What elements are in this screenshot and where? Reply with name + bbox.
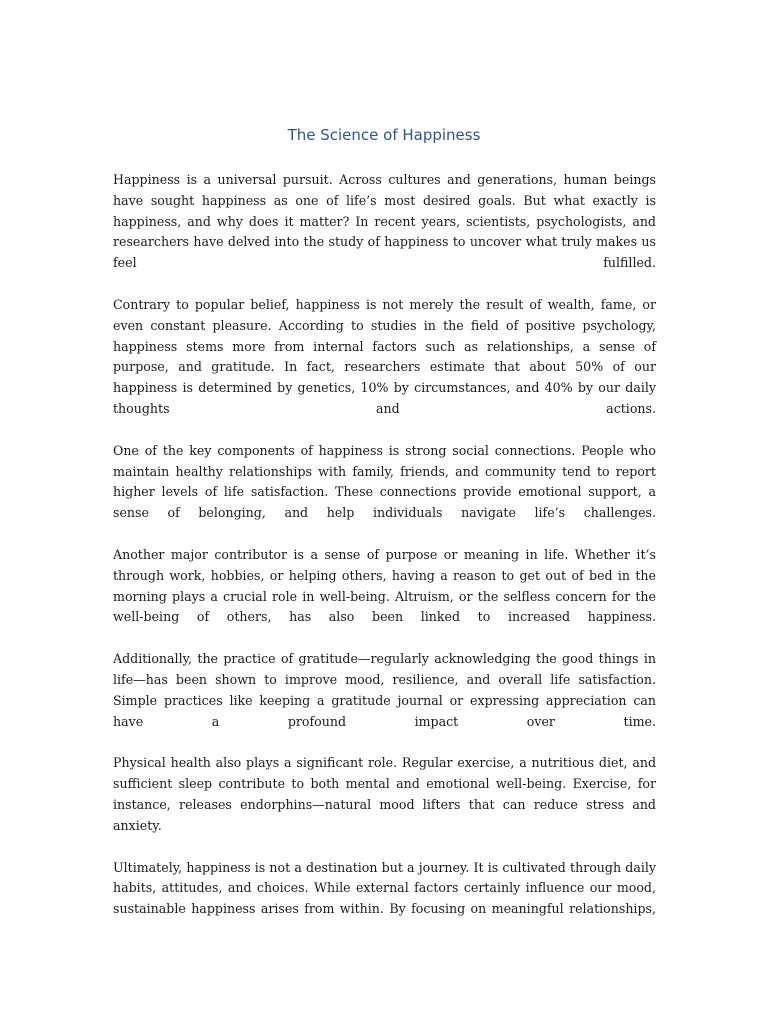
paragraph: Ultimately, happiness is not a destination but a journey. It is cultivated through daily habits, attitudes, and choices. While external factors certainly influence our mood, sustainable happiness arises from within. By focusing on meaningful relationships, [113, 859, 656, 917]
document-title: The Science of Happiness [287, 126, 481, 144]
paragraph: Additionally, the practice of gratitude—regularly acknowledging the good things in life—has been shown to improve mood, resilience, and overall life satisfaction. Simple practices like keeping a gratitude journal or expressing appreciation can have a profound impact over time. [113, 651, 656, 729]
paragraph: Physical health also plays a significant role. Regular exercise, a nutritious diet, and sufficient sleep contribute to both mental and emotional well-being. Exercise, for instance, releases endorphins—natural mood lifters that can reduce stress and anxiety. [113, 755, 656, 833]
document-body [113, 170, 656, 941]
paragraph: Another major contributor is a sense of purpose or meaning in life. Whether it’s through work, hobbies, or helping others, having a reason to get out of bed in the morning plays a crucial role in well-being. Altruism, or the selfless concern for the well-being of others, has also been linked to increased happiness. [113, 546, 656, 625]
paragraph: Contrary to popular belief, happiness is not merely the result of wealth, fame, or even constant pleasure. According to studies in the field of positive psychology, happiness stems more from internal factors such as relationships, a sense of purpose, and gratitude. In fact, researchers estimate that about 50% of our happiness is determined by genetics, 10% by circumstances, and 40% by our daily thoughts and actions. [113, 296, 656, 416]
paragraph: Happiness is a universal pursuit. Across cultures and generations, human beings have sought happiness as one of life’s most desired goals. But what exactly is happiness, and why does it matter? In recent years, scientists, psychologists, and researchers have delved into the study of happiness to uncover what truly makes us feel fulfilled. [113, 172, 656, 271]
paragraph: One of the key components of happiness is strong social connections. People who maintain healthy relationships with family, friends, and community tend to report higher levels of life satisfaction. These connections provide emotional support, a sense of belonging, and help individuals navigate life’s challenges. [113, 442, 656, 521]
